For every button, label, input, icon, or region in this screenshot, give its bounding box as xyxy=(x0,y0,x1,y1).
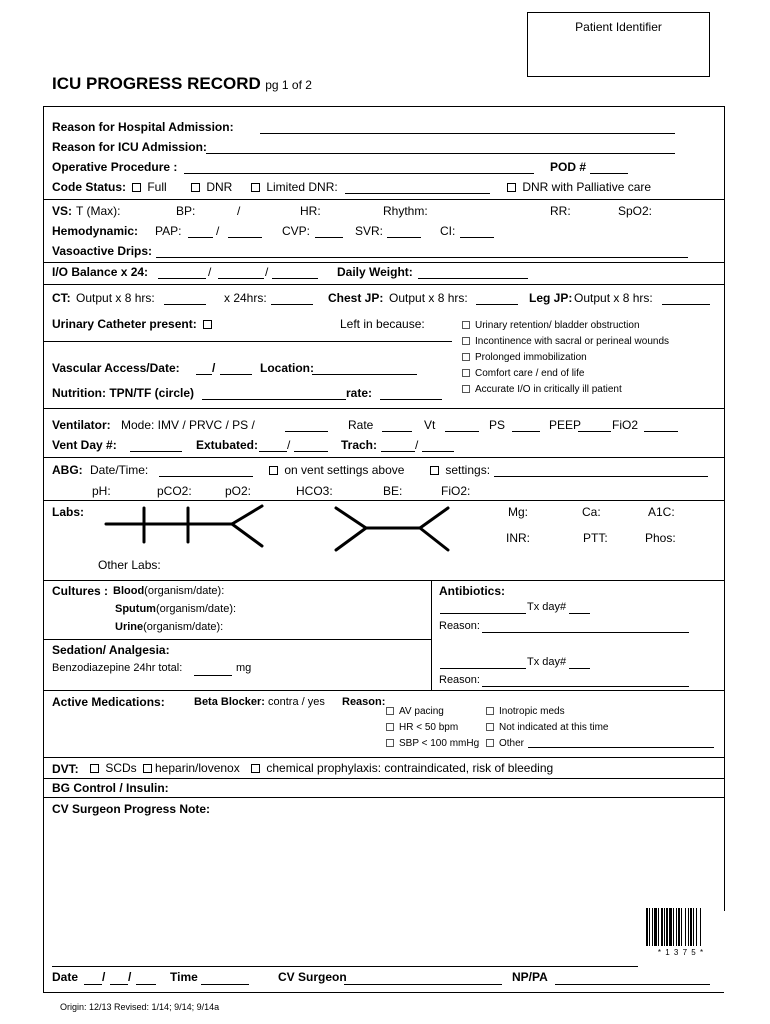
bmp-fork-bottom xyxy=(232,524,262,546)
heparin-label: heparin/lovenox xyxy=(155,761,240,775)
pap-field-1[interactable] xyxy=(188,237,213,238)
vent-peep-label: PEEP xyxy=(549,418,582,432)
limited-dnr-label: Limited DNR: xyxy=(266,180,338,194)
svr-field[interactable] xyxy=(387,237,421,238)
trach-slash: / xyxy=(415,438,419,452)
frame-right xyxy=(724,106,725,911)
dnr-palliative-label: DNR with Palliative care xyxy=(522,180,652,194)
checkbox-on-vent[interactable] xyxy=(269,466,278,475)
checkbox-dnr[interactable] xyxy=(191,183,200,192)
date-label: Date xyxy=(52,970,79,984)
patient-identifier-label: Patient Identifier xyxy=(575,20,662,34)
barcode xyxy=(644,908,716,950)
antibiotic-2-tx-day-label: Tx day# xyxy=(527,656,567,668)
active-meds-label: Active Medications: xyxy=(52,695,165,709)
extubated-field-1[interactable] xyxy=(259,451,287,452)
bp-label: BP: xyxy=(176,204,196,218)
barcode-bar xyxy=(696,908,697,946)
hr-under-50-option[interactable]: HR < 50 bpm xyxy=(386,720,479,736)
po2-label: pO2: xyxy=(225,484,252,498)
hemodynamic-label: Hemodynamic: xyxy=(52,224,139,238)
dnr-label: DNR xyxy=(206,180,233,194)
barcode-bar xyxy=(658,908,659,946)
vent-ps-field[interactable] xyxy=(512,431,540,432)
abg-settings-option[interactable] xyxy=(430,463,490,477)
vascular-slash: / xyxy=(212,361,216,375)
trach-label: Trach: xyxy=(341,438,378,452)
vent-day-label: Vent Day #: xyxy=(52,438,117,452)
barcode-baseline xyxy=(52,966,638,967)
divider-sedation xyxy=(43,639,431,640)
limited-dnr-field[interactable] xyxy=(345,193,490,194)
urinary-catheter-label xyxy=(52,317,215,331)
nutrition-rate-field[interactable] xyxy=(380,399,442,400)
icu-admission-field[interactable] xyxy=(206,153,675,154)
x24-field[interactable] xyxy=(271,304,313,305)
phos-label: Phos: xyxy=(645,531,676,545)
cbc-bottom-right xyxy=(420,528,448,550)
reason-option-4[interactable]: Comfort care / end of life xyxy=(462,366,669,382)
vent-mode-field[interactable] xyxy=(285,431,328,432)
beta-reasons-left xyxy=(386,704,479,752)
pco2-label: pCO2: xyxy=(157,484,192,498)
chest-jp-label: Chest JP: xyxy=(328,291,384,305)
barcode-bar xyxy=(690,908,692,946)
np-pa-label: NP/PA xyxy=(512,970,548,984)
spo2-label: SpO2: xyxy=(618,204,653,218)
divider-io xyxy=(43,284,724,285)
checkbox-settings[interactable] xyxy=(430,466,439,475)
benzo-mg-label: mg xyxy=(236,662,252,674)
antibiotic-2-tx-day-field[interactable] xyxy=(569,668,590,669)
svr-label: SVR: xyxy=(355,224,384,238)
barcode-bar xyxy=(681,908,682,946)
divider-admission xyxy=(43,199,724,200)
tmax-label: T (Max): xyxy=(76,204,121,218)
pod-field[interactable] xyxy=(590,173,628,174)
io-slash-1: / xyxy=(208,265,212,279)
io-balance-field-3[interactable] xyxy=(272,278,318,279)
leg-output-label: Output x 8 hrs: xyxy=(574,291,653,305)
barcode-bar xyxy=(661,908,663,946)
pap-field-2[interactable] xyxy=(228,237,262,238)
pod-label: POD # xyxy=(550,160,587,174)
vascular-date-field-2[interactable] xyxy=(220,374,252,375)
cvp-label: CVP: xyxy=(282,224,311,238)
chemical-label: chemical prophylaxis: contraindicated, risk of bleeding xyxy=(266,761,554,775)
divider-labs xyxy=(43,580,724,581)
bmp-fork-top xyxy=(232,506,262,524)
chest-output-field[interactable] xyxy=(476,304,518,305)
barcode-bar xyxy=(693,908,694,946)
barcode-bar xyxy=(649,908,650,946)
vent-day-field[interactable] xyxy=(130,451,182,452)
barcode-bar xyxy=(700,908,701,946)
code-status-label: Code Status: xyxy=(52,180,127,194)
inotropic-option[interactable]: Inotropic meds xyxy=(486,704,609,720)
bp-slash: / xyxy=(237,204,241,218)
beta-reason-label: Reason: xyxy=(342,696,386,708)
sedation-label: Sedation/ Analgesia: xyxy=(52,643,170,657)
trach-field-1[interactable] xyxy=(381,451,415,452)
divider-dvt xyxy=(43,757,724,758)
barcode-bar xyxy=(654,908,657,946)
reason-option-3[interactable]: Prolonged immobilization xyxy=(462,350,669,366)
vascular-date-field-1[interactable] xyxy=(196,374,212,375)
checkbox-reason-2[interactable] xyxy=(462,337,470,345)
frame-top xyxy=(43,106,724,107)
vent-vt-label: Vt xyxy=(424,418,436,432)
antibiotic-2-field[interactable] xyxy=(440,668,526,669)
abg-label: ABG: xyxy=(52,463,83,477)
icu-admission-label: Reason for ICU Admission: xyxy=(52,140,207,154)
lab-fishbone-diagram xyxy=(100,500,460,560)
vascular-access-label: Vascular Access/Date: xyxy=(52,361,180,375)
beta-reasons-right xyxy=(486,704,609,752)
operative-procedure-field[interactable] xyxy=(184,173,534,174)
divider-cv-note xyxy=(43,797,724,798)
divider-bg xyxy=(43,778,724,779)
vent-fio2-label: FiO2 xyxy=(612,418,639,432)
page-number: pg 1 of 2 xyxy=(265,78,312,92)
benzo-field[interactable] xyxy=(194,675,232,676)
antibiotic-2-reason-field[interactable] xyxy=(482,686,689,687)
extubated-label: Extubated: xyxy=(196,438,259,452)
antibiotic-1-field[interactable] xyxy=(440,613,526,614)
barcode-bar xyxy=(685,908,686,946)
settings-label: settings: xyxy=(445,463,491,477)
other-option[interactable]: Other xyxy=(486,736,609,752)
cbc-bottom-left xyxy=(336,528,366,550)
cbc-top-right xyxy=(420,508,448,528)
pap-slash: / xyxy=(216,224,220,238)
time-label: Time xyxy=(170,970,198,984)
checkbox-reason-4[interactable] xyxy=(462,369,470,377)
checkbox-heparin[interactable] xyxy=(143,764,152,773)
ct-output-field[interactable] xyxy=(164,304,206,305)
antibiotic-2-reason-label: Reason: xyxy=(439,674,480,686)
ct-output-label: Output x 8 hrs: xyxy=(76,291,155,305)
barcode-bar xyxy=(646,908,648,946)
vent-fio2-field[interactable] xyxy=(644,431,678,432)
divider-meds xyxy=(43,690,724,691)
abg-datetime-label: Date/Time: xyxy=(90,463,149,477)
daily-weight-field[interactable] xyxy=(418,278,528,279)
barcode-bar xyxy=(669,908,672,946)
date-field-2[interactable] xyxy=(110,984,128,985)
barcode-number: * 1 3 7 5 * xyxy=(657,948,705,957)
sbp-under-100-option[interactable]: SBP < 100 mmHg xyxy=(386,736,479,752)
code-status-row xyxy=(52,180,126,194)
reason-option-5[interactable]: Accurate I/O in critically ill patient xyxy=(462,382,669,398)
checkbox-other[interactable] xyxy=(486,739,494,747)
origin-revision: Origin: 12/13 Revised: 1/14; 9/14; 9/14a xyxy=(60,1002,220,1012)
nutrition-field[interactable] xyxy=(202,399,346,400)
nutrition-rate-label: rate: xyxy=(346,386,373,400)
date-field-3[interactable] xyxy=(136,984,156,985)
be-label: BE: xyxy=(383,484,403,498)
pap-label: PAP: xyxy=(155,224,182,238)
date-slash-2: / xyxy=(128,970,132,984)
checkbox-not-indicated[interactable] xyxy=(486,723,494,731)
cbc-top-left xyxy=(336,508,366,528)
extubated-slash: / xyxy=(287,438,291,452)
extubated-field-2[interactable] xyxy=(294,451,328,452)
np-pa-field[interactable] xyxy=(555,984,710,985)
divider-vent xyxy=(43,457,724,458)
benzo-label: Benzodiazepine 24hr total: xyxy=(52,662,183,674)
hospital-admission-label: Reason for Hospital Admission: xyxy=(52,120,234,134)
full-label: Full xyxy=(147,180,167,194)
cv-surgeon-field[interactable] xyxy=(344,984,502,985)
av-pacing-option[interactable]: AV pacing xyxy=(386,704,479,720)
vasoactive-field[interactable] xyxy=(156,257,688,258)
antibiotics-label: Antibiotics: xyxy=(439,584,505,598)
location-label: Location: xyxy=(260,361,314,375)
ventilator-label: Ventilator: xyxy=(52,418,111,432)
ph-label: pH: xyxy=(92,484,111,498)
checkbox-full[interactable] xyxy=(132,183,141,192)
abg-datetime-field[interactable] xyxy=(159,476,253,477)
barcode-bar xyxy=(676,908,677,946)
abg-on-vent-option[interactable] xyxy=(269,463,404,477)
checkbox-hr-under-50[interactable] xyxy=(386,723,394,731)
not-indicated-option[interactable]: Not indicated at this time xyxy=(486,720,609,736)
code-dnr-palliative-option[interactable] xyxy=(507,180,651,194)
code-limited-dnr-option[interactable] xyxy=(251,180,338,194)
checkbox-chemical[interactable] xyxy=(251,764,260,773)
vent-rate-label: Rate xyxy=(348,418,374,432)
other-labs-label: Other Labs: xyxy=(98,558,161,572)
blood-culture-row: Blood(organism/date): xyxy=(113,585,225,597)
antibiotic-1-tx-day-field[interactable] xyxy=(569,613,590,614)
leg-output-field[interactable] xyxy=(662,304,710,305)
vent-mode-label: Mode: IMV / PRVC / PS / xyxy=(121,418,255,432)
io-slash-2: / xyxy=(265,265,269,279)
leg-jp-label: Leg JP: xyxy=(529,291,573,305)
antibiotic-1-reason-label: Reason: xyxy=(439,620,480,632)
cv-note-area[interactable] xyxy=(44,820,644,960)
urinary-catheter-text: Urinary Catheter present: xyxy=(52,317,197,331)
barcode-bar xyxy=(664,908,665,946)
inr-label: INR: xyxy=(506,531,530,545)
scds-label: SCDs xyxy=(105,761,137,775)
vent-peep-field[interactable] xyxy=(578,431,611,432)
urinary-reasons xyxy=(462,318,669,398)
vent-vt-field[interactable] xyxy=(445,431,479,432)
rhythm-label: Rhythm: xyxy=(383,204,428,218)
urine-culture-row: Urine(organism/date): xyxy=(115,621,224,633)
frame-bottom xyxy=(43,992,724,993)
barcode-bar xyxy=(652,908,653,946)
hco3-label: HCO3: xyxy=(296,484,333,498)
abg-settings-field[interactable] xyxy=(494,476,708,477)
barcode-bar xyxy=(666,908,668,946)
vasoactive-label: Vasoactive Drips: xyxy=(52,244,153,258)
code-dnr-option[interactable] xyxy=(191,180,232,194)
divider-nutrition xyxy=(43,408,724,409)
fio2-abg-label: FiO2: xyxy=(441,484,471,498)
barcode-bar xyxy=(678,908,680,946)
reason-option-2[interactable]: Incontinence with sacral or perineal wounds xyxy=(462,334,669,350)
date-field-1[interactable] xyxy=(84,984,102,985)
rr-label: RR: xyxy=(550,204,571,218)
vent-rate-field[interactable] xyxy=(382,431,412,432)
ci-label: CI: xyxy=(440,224,456,238)
barcode-bar xyxy=(673,908,674,946)
chemical-option[interactable] xyxy=(251,761,553,775)
bg-control-label: BG Control / Insulin: xyxy=(52,781,169,795)
other-reason-field[interactable] xyxy=(528,747,714,748)
title-text: ICU PROGRESS RECORD xyxy=(52,74,261,93)
checkbox-dnr-palliative[interactable] xyxy=(507,183,516,192)
reason-option-1[interactable]: Urinary retention/ bladder obstruction xyxy=(462,318,669,334)
code-full-option[interactable] xyxy=(132,180,167,194)
left-in-because-label: Left in because: xyxy=(340,317,425,331)
hr-label: HR: xyxy=(300,204,321,218)
checkbox-inotropic[interactable] xyxy=(486,707,494,715)
scds-option[interactable] xyxy=(90,761,137,775)
divider-vitals xyxy=(43,262,724,263)
io-balance-field-2[interactable] xyxy=(218,278,264,279)
cv-surgeon-label: CV Surgeon xyxy=(278,970,347,984)
cultures-label: Cultures : xyxy=(52,584,109,598)
antibiotic-1-tx-day-label: Tx day# xyxy=(527,601,567,613)
antibiotic-1-reason-field[interactable] xyxy=(482,632,689,633)
checkbox-urinary-catheter[interactable] xyxy=(203,320,212,329)
ca-label: Ca: xyxy=(582,505,601,519)
divider-cultures-vertical xyxy=(431,580,432,690)
hospital-admission-field[interactable] xyxy=(260,133,675,134)
labs-label: Labs: xyxy=(52,505,85,519)
divider-urinary xyxy=(43,341,452,342)
time-field[interactable] xyxy=(201,984,249,985)
a1c-label: A1C: xyxy=(648,505,675,519)
barcode-bar xyxy=(688,908,689,946)
checkbox-sbp-under-100[interactable] xyxy=(386,739,394,747)
checkbox-reason-3[interactable] xyxy=(462,353,470,361)
checkbox-limited-dnr[interactable] xyxy=(251,183,260,192)
checkbox-reason-5[interactable] xyxy=(462,385,470,393)
date-slash-1: / xyxy=(102,970,106,984)
heparin-option[interactable] xyxy=(143,761,240,775)
chest-output-label: Output x 8 hrs: xyxy=(389,291,468,305)
daily-weight-label: Daily Weight: xyxy=(337,265,413,279)
ptt-label: PTT: xyxy=(583,531,608,545)
on-vent-label: on vent settings above xyxy=(284,463,405,477)
cvp-field[interactable] xyxy=(315,237,343,238)
operative-procedure-label: Operative Procedure : xyxy=(52,160,178,174)
ci-field[interactable] xyxy=(460,237,494,238)
mg-label: Mg: xyxy=(508,505,529,519)
io-balance-label: I/O Balance x 24: xyxy=(52,265,149,279)
vs-label: VS: xyxy=(52,204,73,218)
checkbox-scds[interactable] xyxy=(90,764,99,773)
ct-label: CT: xyxy=(52,291,71,305)
beta-blocker-label: Beta Blocker: contra / yes xyxy=(194,696,325,708)
cv-note-label: CV Surgeon Progress Note: xyxy=(52,802,211,816)
nutrition-label: Nutrition: TPN/TF (circle) xyxy=(52,386,194,400)
location-field[interactable] xyxy=(312,374,417,375)
dvt-label: DVT: xyxy=(52,762,79,776)
sputum-culture-row: Sputum(organism/date): xyxy=(115,603,237,615)
vent-ps-label: PS xyxy=(489,418,506,432)
checkbox-reason-1[interactable] xyxy=(462,321,470,329)
page-title xyxy=(52,74,312,94)
io-balance-field-1[interactable] xyxy=(158,278,206,279)
beta-blocker-options[interactable]: contra / yes xyxy=(267,696,325,708)
x24-label: x 24hrs: xyxy=(224,291,267,305)
checkbox-av-pacing[interactable] xyxy=(386,707,394,715)
trach-field-2[interactable] xyxy=(422,451,454,452)
